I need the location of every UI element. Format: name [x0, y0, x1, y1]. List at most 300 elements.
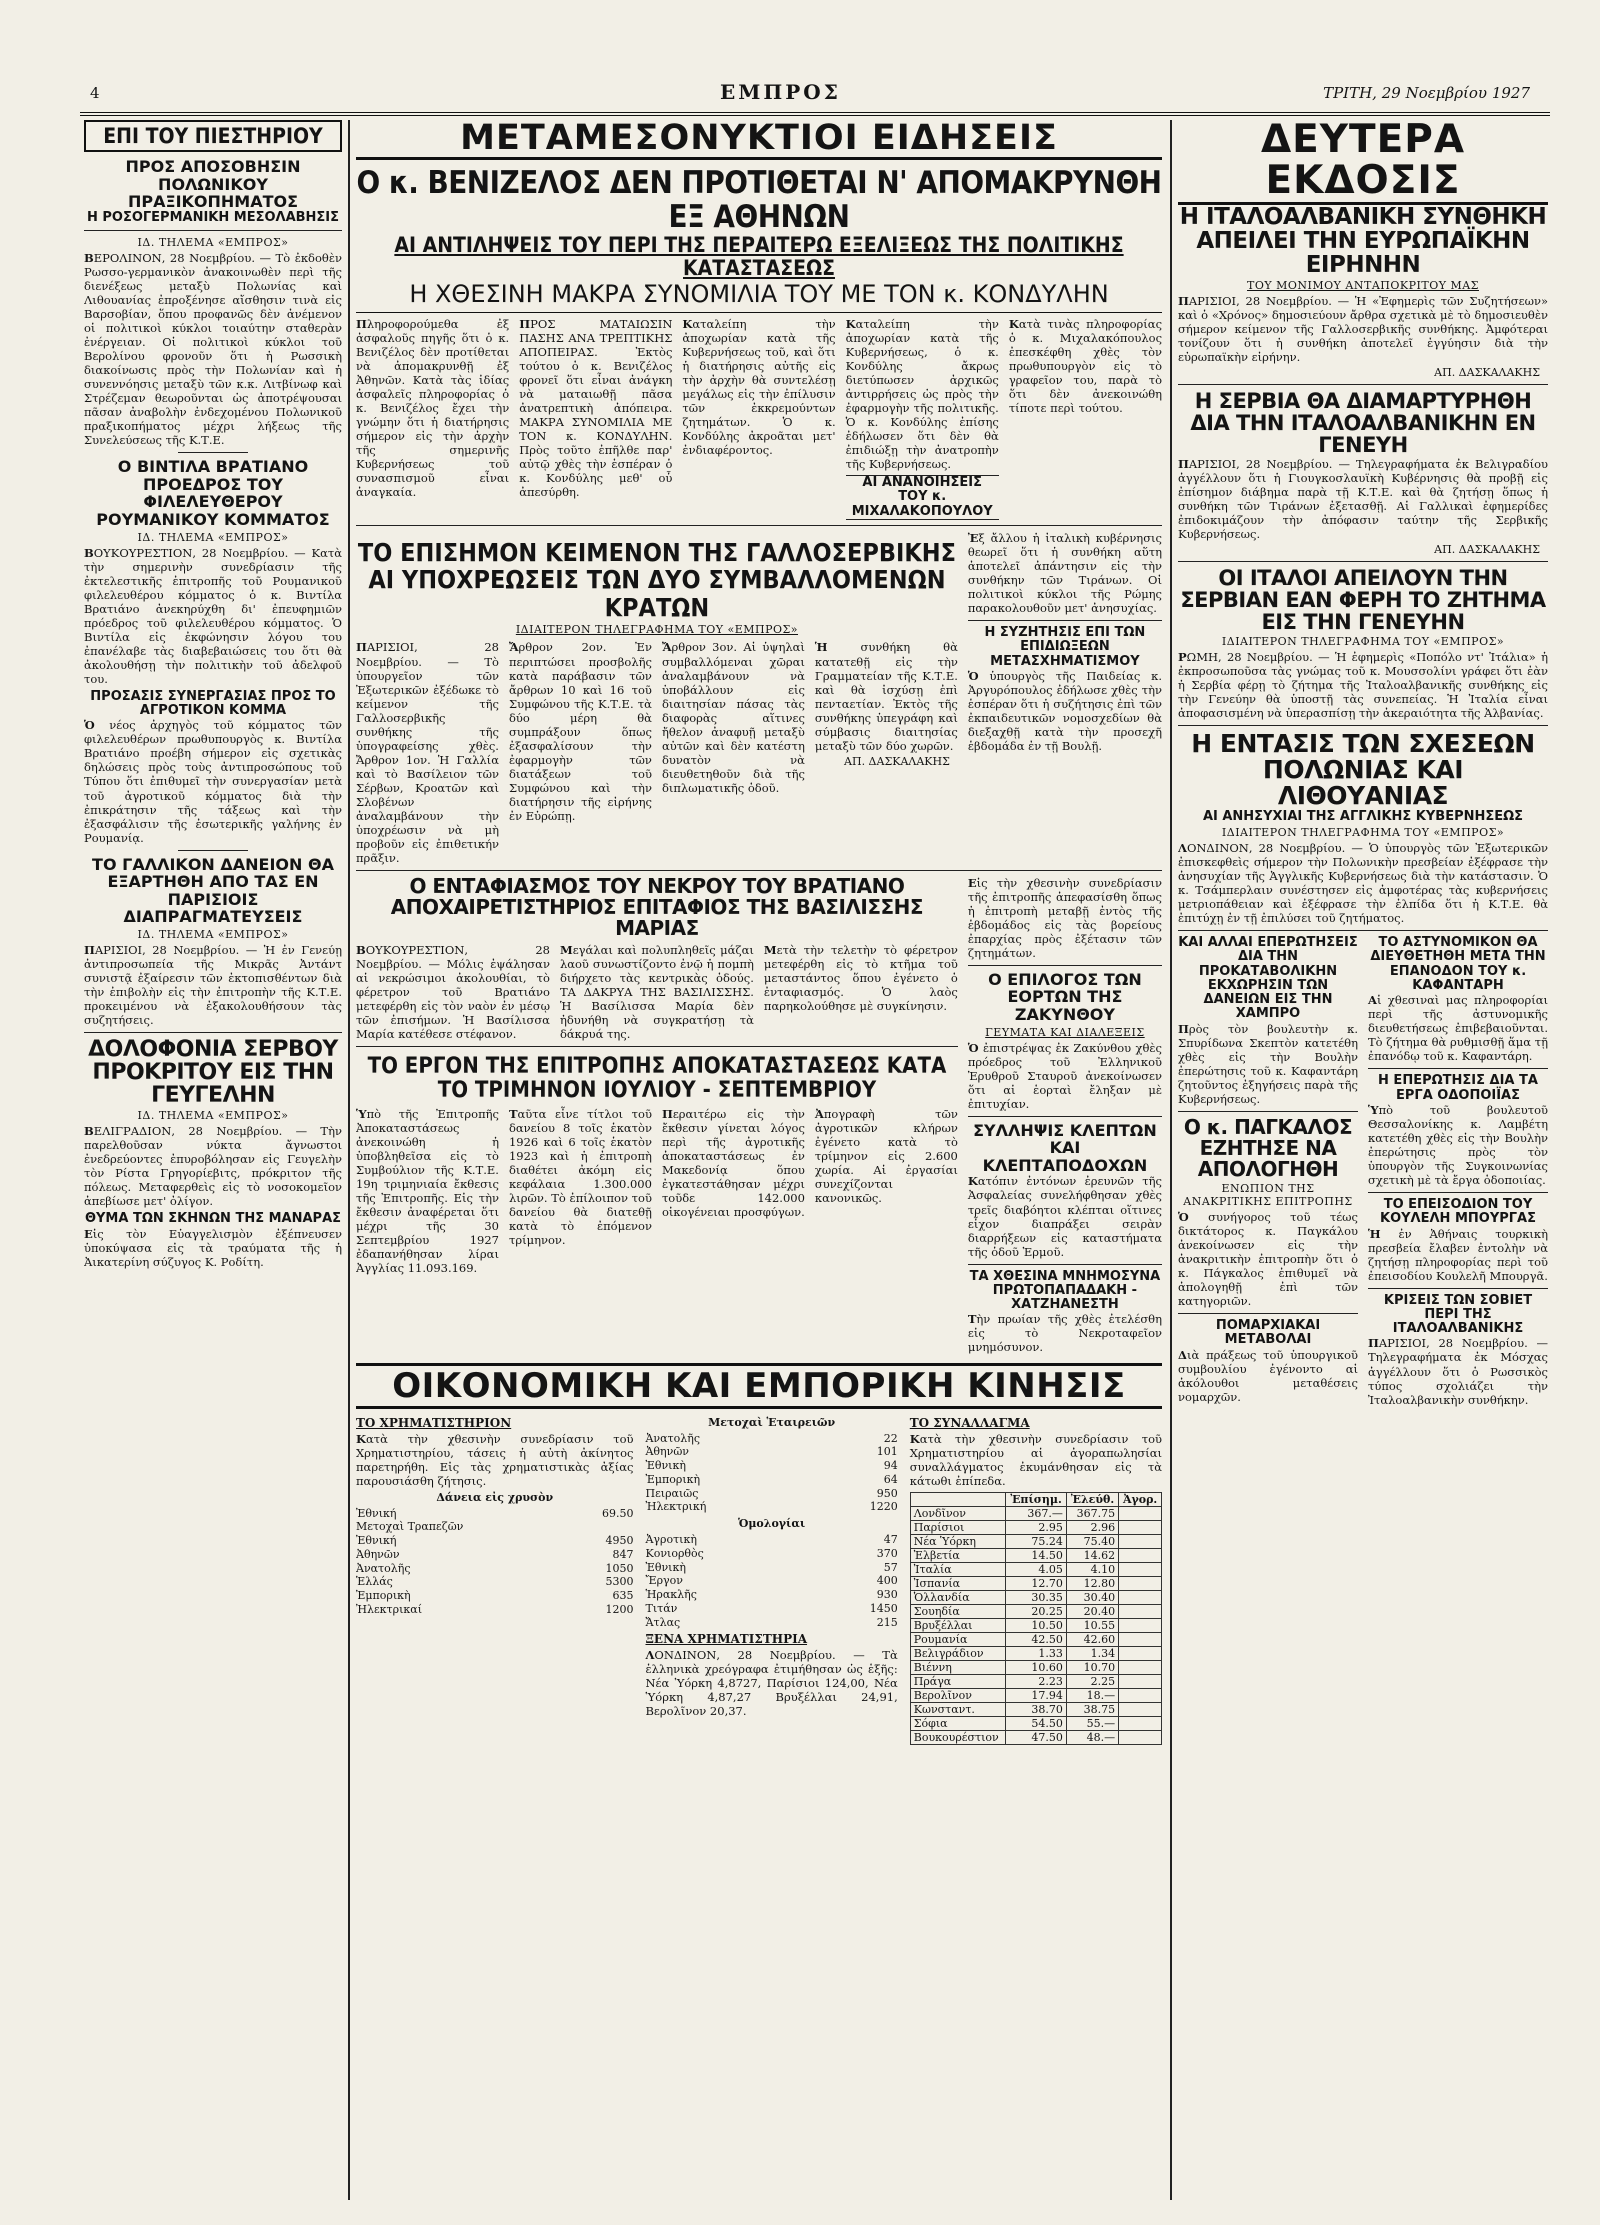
fx-cell: Παρίσιοι [910, 1520, 1005, 1534]
fx-cell [1119, 1702, 1162, 1716]
market-row [645, 1445, 897, 1459]
article-body: ΒΟΥΚΟΥΡΕΣΤΙΟΝ, 28 Νοεμβρίου. — Μόλις ἐψάλησαν αἱ νεκρώσιμοι ἀκολουθίαι, τὸ φέρετρον τοῦ Βρατιάνο μετεφέρθη εἰς τὸν ναὸν ἐν μέσῳ τῶν ἐπισήμων. Ἡ Βασίλισσα Μαρία κατέθεσε στέφανον. [356, 942, 550, 1041]
lower-row [356, 873, 1162, 1355]
market-row [645, 1561, 897, 1575]
divider [1178, 1313, 1358, 1314]
fx-cell [1119, 1590, 1162, 1604]
market-value: 950 [876, 1486, 898, 1500]
article-body: Καταλείπη τὴν ἀποχωρίαν κατὰ τῆς Κυβερνήσεως τοῦ, καὶ ὅτι ἡ διατήρησις αὐτῆς εἰς τὴν ἀρχὴν θὰ συντελέσῃ μεγάλως εἰς τὴν ἐπίλυσιν τῶν ἐκκρεμούντων ζητημάτων. Ὁ κ. Κονδύλης ἀκροᾶται μετ' ἐνδιαφέροντος. [682, 316, 836, 458]
article-headline: Η ΕΠΕΡΩΤΗΣΙΣ ΔΙΑ ΤΑ ΕΡΓΑ ΟΔΟΠΟΙΪΑΣ [1378, 1073, 1538, 1103]
article [84, 458, 342, 844]
fx-cell: Βρυξέλλαι [910, 1618, 1005, 1632]
wire-line: ΙΔΙΑΙΤΕΡΟΝ ΤΗΛΕΓΡΑΦΗΜΑ ΤΟΥ «ΕΜΠΡΟΣ» [515, 623, 799, 637]
article [356, 531, 958, 865]
divider [968, 965, 1162, 966]
market-value: 64 [883, 1472, 898, 1486]
wire-line: ΤΟΥ ΜΟΝΙΜΟΥ ΑΝΤΑΠΟΚΡΙΤΟΥ ΜΑΣ [1247, 279, 1479, 293]
fx-cell: Πράγα [910, 1674, 1005, 1688]
divider [968, 1264, 1162, 1265]
divider [84, 1032, 342, 1033]
wire-line: ΙΔ. ΤΗΛΕΜΑ «ΕΜΠΡΟΣ» [137, 927, 289, 941]
fx-cell: 38.70 [1006, 1702, 1067, 1716]
signature: ΑΠ. ΔΑΣΚΑΛΑΚΗΣ [844, 754, 950, 768]
article-body: ΠΑΡΙΣΙΟΙ, 28 Νοεμβρίου. — Τηλεγραφήματα ἐκ Μόσχας ἀγγέλλουν ὅτι ὁ Ρωσσικὸς τύπος σχολιάζει τὴν Ἰταλοαλβανικὴν συνθήκην. [1368, 1336, 1548, 1407]
fx-table [910, 1492, 1162, 1745]
article-headline: ΟΙ ΙΤΑΛΟΙ ΑΠΕΙΛΟΥΝ ΤΗΝ ΣΕΡΒΙΑΝ ΕΑΝ ΦΕΡΗ ΤΟ ΖΗΤΗΜΑ ΕΙΣ ΤΗΝ ΓΕΝΕΥΗΝ [1180, 565, 1546, 634]
article-subhead: Η ΡΟΣΟΓΕΡΜΑΝΙΚΗ ΜΕΣΟΛΑΒΗΣΙΣ [86, 209, 340, 225]
market-name: Ἐμπορικὴ [645, 1472, 701, 1486]
article-subhead: ΕΝΩΠΙΟΝ ΤΗΣ ΑΝΑΚΡΙΤΙΚΗΣ ΕΠΙΤΡΟΠΗΣ [1183, 1181, 1353, 1208]
article-columns [356, 943, 958, 1041]
fx-cell: Ρουμανία [910, 1632, 1005, 1646]
market-name: Ἐθνικὴ [645, 1560, 686, 1574]
article-body: ΠΑΡΙΣΙΟΙ, 28 Νοεμβρίου. — Ἡ ἐν Γενεύῃ ἀντιπροσωπεία τῆς Μικρᾶς Ἀντάντ συνιστᾷ ἐξαίρεσιν τῶν ἐκτοπισθέντων διὰ τὴν ἐπιβολὴν εἰς τὴν ἐπιτροπὴν τῆς Κ.Τ.Ε. προκειμένου νὰ ἐξακολουθήσουν τὰς συζητήσεις. [84, 942, 342, 1028]
market-value: 57 [883, 1560, 898, 1574]
divider [356, 525, 1162, 526]
column-rule [1170, 120, 1172, 2200]
fx-cell: 10.50 [1006, 1618, 1067, 1632]
fx-cell: Σόφια [910, 1716, 1005, 1730]
article-headline: ΚΡΙΣΕΙΣ ΤΩΝ ΣΟΒΙΕΤ ΠΕΡΙ ΤΗΣ ΙΤΑΛΟΑΛΒΑΝΙΚΗΣ [1383, 1292, 1533, 1337]
market-row [645, 1574, 897, 1588]
fx-cell: Λονδῖνον [910, 1506, 1005, 1520]
wire-line: ΙΔΙΑΙΤΕΡΟΝ ΤΗΛΕΓΡΑΦΗΜΑ ΤΟΥ «ΕΜΠΡΟΣ» [1221, 634, 1505, 648]
article-body: Κατὰ τινὰς πληροφορίας ὁ κ. Μιχαλακόπουλος ἐπεσκέφθη χθὲς τὸν πρωθυπουργὸν εἰς τὸ γραφεῖον του, παρὰ τὸ ὅτι δὲν ἀνεκοινώθη τίποτε περὶ τούτου. [1008, 316, 1162, 416]
signature: ΑΠ. ΔΑΣΚΑΛΑΚΗΣ [1434, 366, 1540, 380]
market-row [356, 1603, 633, 1617]
article-body: Ὑπὸ τῆς Ἐπιτροπῆς Ἀποκαταστάσεως ἀνεκοινώθη ἡ ὑποβληθεῖσα εἰς τὸ Συμβούλιον τῆς Κ.Τ.Ε. 19η τριμηνιαία ἔκθεσις τῆς Ἐπιτροπῆς. Εἰς τὴν ἔκθεσιν ἀναφέρεται ὅτι μέχρι τῆς 30 Σεπτεμβρίου 1927 ἐδαπανήθησαν λίραι Ἀγγλίας 11.093.169. [356, 1107, 499, 1276]
fx-cell [1119, 1646, 1162, 1660]
fx-cell: 12.70 [1006, 1576, 1067, 1590]
article-body: ΛΟΝΔΙΝΟΝ, 28 Νοεμβρίου. — Ὁ ὑπουργὸς τῶν Ἐξωτερικῶν ἐπισκεφθεὶς σήμερον τὴν Πολωνικὴν πρεσβείαν ἐξέφρασε τὴν ἀνησυχίαν τῆς Ἀγγλικῆς Κυβερνήσεως διὰ τὴν κατάστασιν. Ὁ κ. Τσάμπερλαιν συνέστησεν εἰς ἀμφοτέρας τὰς κυβερνήσεις μετριοπάθειαν καὶ ἐξέφρασε τὴν ἐλπίδα ὅτι ἡ Κ.Τ.Ε. θὰ ἐπιτύχῃ ἐν τῇ ἐπιλύσει τοῦ ζητήματος. [1178, 840, 1548, 925]
lead-subhead: Η ΧΘΕΣΙΝΗ ΜΑΚΡΑ ΣΥΝΟΜΙΛΙΑ ΤΟΥ ΜΕ ΤΟΝ κ. ΚΟΝΔΥΛΗΝ [356, 280, 1162, 313]
article-headline: ΔΟΛΟΦΟΝΙΑ ΣΕΡΒΟΥ ΠΡΟΚΡΙΤΟΥ ΕΙΣ ΤΗΝ ΓΕΥΓΕΛΗΝ [88, 1037, 338, 1109]
article [968, 531, 1162, 865]
market-value: 101 [876, 1445, 898, 1459]
fx-cell: 42.50 [1006, 1632, 1067, 1646]
article-headline: Η ΙΤΑΛΟΑΛΒΑΝΙΚΗ ΣΥΝΘΗΚΗ ΑΠΕΙΛΕΙ ΤΗΝ ΕΥΡΩΠΑΪΚΗΝ ΕΙΡΗΝΗΝ [1179, 203, 1547, 279]
fx-header-row [910, 1492, 1161, 1506]
fx-cell [1119, 1604, 1162, 1618]
foreign-bourses-text: ΛΟΝΔΙΝΟΝ, 28 Νοεμβρίου. — Τὰ ἑλληνικὰ χρεόγραφα ἐτιμήθησαν ὡς ἑξῆς: Νέα Ὑόρκη 4,8727, Παρίσιοι 124,00, Νέα Ὑόρκη 4,87,27 Βρυξέλλαι 24,91, Βερολῖνον 20,37. [645, 1648, 898, 1719]
article-headline: ΠΡΟΣ ΑΠΟΣΟΒΗΣΙΝ ΠΟΛΩΝΙΚΟΥ ΠΡΑΞΙΚΟΠΗΜΑΤΟΣ [125, 157, 301, 212]
column-rule [348, 120, 350, 2200]
fx-row [910, 1660, 1161, 1674]
wire-line: ΙΔ. ΤΗΛΕΜΑ «ΕΜΠΡΟΣ» [137, 530, 289, 544]
fx-row [910, 1702, 1161, 1716]
divider [1178, 1111, 1358, 1112]
wire-line: ΙΔΙΑΙΤΕΡΟΝ ΤΗΛΕΓΡΑΦΗΜΑ ΤΟΥ «ΕΜΠΡΟΣ» [1221, 825, 1505, 839]
article-headline: Ο ΕΝΤΑΦΙΑΣΜΟΣ ΤΟΥ ΝΕΚΡΟΥ ΤΟΥ ΒΡΑΤΙΑΝΟ ΑΠΟΧΑΙΡΕΤΙΣΤΗΡΙΟΣ ΕΠΙΤΑΦΙΟΣ ΤΗΣ ΒΑΣΙΛΙΣΣΗΣ ΜΑΡΙΑΣ [390, 873, 924, 940]
article-body: ΠΑΡΙΣΙΟΙ, 28 Νοεμβρίου. — Τὸ ὑπουργεῖον τῶν Ἐξωτερικῶν ἐξέδωκε τὸ κείμενον τῆς Γαλλοσερβικῆς συνθήκης τῆς ὑπογραφείσης χθὲς. Ἄρθρον 1ον. Ἡ Γαλλία καὶ τὸ Βασίλειον τῶν Σέρβων, Κροατῶν καὶ Σλοβένων ἀναλαμβάνουν τὴν ὑποχρέωσιν νὰ μὴ προβοῦν εἰς ἐπιθετικήν πρᾶξιν. [356, 640, 499, 865]
fx-cell: 30.35 [1006, 1590, 1067, 1604]
market-name: Ἐθνική [356, 1506, 397, 1520]
fx-cell: 10.55 [1066, 1618, 1118, 1632]
divider [178, 452, 248, 453]
article-headline: Ο ΕΠΙΛΟΓΟΣ ΤΩΝ ΕΟΡΤΩΝ ΤΗΣ ΖΑΚΥΝΘΟΥ [988, 969, 1142, 1025]
article-body: Ἡ συνθήκη θὰ κατατεθῇ εἰς τὴν Γραμματείαν τῆς Κ.Τ.Ε. καὶ θὰ ἰσχύσῃ ἐπὶ πενταετίαν. Ἐκτὸς τῆς συνθήκης ὑπεγράφη καὶ σύμβασις διαιτησίας μεταξὺ τῶν δύο χωρῶν. [814, 640, 958, 753]
fx-cell: 18.— [1066, 1688, 1118, 1702]
market-value: 22 [883, 1431, 898, 1445]
article [1178, 567, 1548, 720]
market-value: 1220 [869, 1500, 898, 1514]
market-value: 215 [876, 1615, 898, 1629]
divider [1368, 1068, 1548, 1069]
article-body: ΠΑΡΙΣΙΟΙ, 28 Νοεμβρίου. — Ἡ «Ἐφημερὶς τῶν Συζητήσεων» καὶ ὁ «Χρόνος» δημοσιεύουν ἄρθρα σχετικὰ μὲ τὸ δημοσιευθὲν σήμερον κείμενον τῆς Γαλλοσερβικῆς συνθήκης. Ἀμφότεραι τονίζουν ὅτι ἡ συνθήκη ἀποτελεῖ ἐγγύησιν διὰ τὴν εὐρωπαϊκὴν εἰρήνην. [1178, 294, 1548, 365]
fx-cell: 367.— [1006, 1506, 1067, 1520]
market-value: 94 [883, 1459, 898, 1472]
fx-cell: Βελιγράδιον [910, 1646, 1005, 1660]
article-headline: ΤΑ ΧΘΕΣΙΝΑ ΜΝΗΜΟΣΥΝΑ ΠΡΩΤΟΠΑΠΑΔΑΚΗ - ΧΑΤΖΗΑΝΕΣΤΗ [969, 1268, 1161, 1313]
cmd-title: Ὁμολογίαι [738, 1517, 806, 1530]
article-headline: Ο κ. ΠΑΓΚΑΛΟΣ ΕΖΗΤΗΣΕ ΝΑ ΑΠΟΛΟΓΗΘΗ [1183, 1114, 1353, 1181]
market-row [645, 1547, 897, 1561]
market-row [645, 1473, 897, 1487]
article-headline: ΣΥΛΛΗΨΙΣ ΚΛΕΠΤΩΝ ΚΑΙ ΚΛΕΠΤΑΠΟΔΟΧΩΝ [973, 1120, 1157, 1175]
wire-line: ΙΔ. ΤΗΛΕΜΑ «ΕΜΠΡΟΣ» [137, 236, 289, 250]
fx-cell [1119, 1688, 1162, 1702]
article-body: Εἰς τὸν Εὐαγγελισμὸν ἐξέπνευσεν ὑποκύψασα εἰς τὰ τραύματα τῆς ἡ Ἀικατερίνη σύζυγος Κ. Ροδίτη. [84, 1226, 342, 1269]
article [1178, 728, 1548, 925]
divider [1178, 930, 1548, 931]
market-name: Ἠλεκτρικαί [356, 1602, 423, 1616]
article-body: Κατόπιν ἐντόνων ἐρευνῶν τῆς Ἀσφαλείας συνελήφθησαν χθὲς τρεῖς διαβόητοι κλέπται οἵτινες εἶχον διαπράξει σειρὰν διαρρήξεων εἰς καταστήματα τῆς ὁδοῦ Ἑρμοῦ. [967, 1174, 1162, 1259]
split-row [1178, 936, 1548, 1407]
market-row [356, 1562, 633, 1576]
market-row [356, 1589, 633, 1603]
fx-cell: 30.40 [1066, 1590, 1118, 1604]
article-body: Ταῦτα εἶνε τίτλοι τοῦ δανείου 8 τοῖς ἑκατὸν 1926 καὶ 6 τοῖς ἑκατὸν 1923 καὶ ἡ ἐπιτροπὴ διαθέτει ἀκόμη εἰς κεφάλαια 1.300.000 λιρῶν. Τὸ ἐπίλοιπον τοῦ δανείου θὰ διατεθῇ κατὰ τὸ ἐπόμενον τρίμηνον. [508, 1107, 652, 1248]
fx-cell: Βουκουρέστιον [910, 1730, 1005, 1744]
fx-cell: 1.34 [1066, 1646, 1118, 1660]
bourse-block [356, 1413, 633, 1745]
right-stack [968, 876, 1162, 1355]
fx-row [910, 1562, 1161, 1576]
article-headline: ΚΑΙ ΑΛΛΑΙ ΕΠΕΡΩΤΗΣΕΙΣ ΔΙΑ ΤΗΝ ΠΡΟΚΑΤΑΒΟΛΙΚΗΝ ΕΚΧΩΡΗΣΙΝ ΤΩΝ ΔΑΝΕΙΩΝ ΕΙΣ ΤΗΝ ΧΑΜΠΡΟ [1178, 934, 1358, 1022]
article-body: ΒΕΡΟΛΙΝΟΝ, 28 Νοεμβρίου. — Τὸ ἐκδοθὲν Ρωσσο-γερμανικὸν ἀνακοινωθὲν περὶ τῆς διενέξεως μεταξὺ Πολωνίας καὶ Λιθουανίας ἐπροξένησε αἴσθησιν τινὰ εἰς Βαρσοβίαν, ὅπου προφανῶς δὲν ἀνέμενον οἱ πολιτικοὶ κύκλοι τοιαύτην σταθερὰν ἐνέργειαν. Οἱ πολιτικοὶ κύκλοι τοῦ Βερολίνου φρονοῦν ὅτι ἡ Ρωσσικὴ διακοίνωσις πρὸς τὴν Πολωνίαν καὶ ἡ συνεννόησις μεταξὺ τῶν κ.κ. Λιτβίνωφ καὶ Στρέζεμαν θεωροῦνται ὡς ἀποτρέψουσαι πᾶσαν ἀναβολὴν ἐνδεχομένου Πολωνικοῦ πραξικοπήματος μέχρι λήξεως τῆς Συνελεύσεως τῆς Κ.Τ.Ε. [84, 251, 342, 448]
article-body: ΒΟΥΚΟΥΡΕΣΤΙΟΝ, 28 Νοεμβρίου. — Κατὰ τὴν σημερινὴν συνεδρίασιν τῆς ἐκτελεστικῆς ἐπιτροπῆς τοῦ Ρουμανικοῦ φιλελευθέρου κόμματος ὁ κ. Βιντίλα Βρατιάνο ἀνεκηρύχθη δι' ἐπευφημιῶν πρόεδρος τοῦ φιλελευθέρου κόμματος. Ὁ Βιντίλα εἰς ἐκφώνησιν λόγου του ἐπανέλαβε τὰς διαβεβαιώσεις του ὅτι θὰ ἀκολουθήσῃ τὴν πολιτικὴν τοῦ ἀδελφοῦ του. [84, 545, 342, 686]
right-column [1178, 120, 1548, 1407]
market-value: 400 [876, 1574, 898, 1588]
market-name: Ἀθηνῶν [356, 1547, 400, 1561]
market-name: Ἠλεκτρική [645, 1500, 707, 1514]
market-name: Ἡρακλῆς [645, 1588, 697, 1601]
fx-cell: 48.— [1066, 1730, 1118, 1744]
article-headline: ΠΟΜΑΡΧΙΑΚΑΙ ΜΕΤΑΒΟΛΑΙ [1215, 1317, 1321, 1348]
article-body: Τὴν πρωίαν τῆς χθὲς ἐτελέσθη εἰς τὸ Νεκροταφεῖον μνημόσυνον. [967, 1312, 1162, 1355]
fx-cell [1119, 1506, 1162, 1520]
fx-cell: Ὁλλανδία [910, 1590, 1005, 1604]
market-value: 1200 [605, 1602, 634, 1616]
second-edition-kicker: ΔΕΥΤΕΡΑ ΕΚΔΟΣΙΣ [1178, 120, 1548, 205]
fx-row [910, 1590, 1161, 1604]
article-body: Ἄρθρον 2ον. Ἐν περιπτώσει προσβολῆς κατὰ παράβασιν τῶν ἄρθρων 10 καὶ 16 τοῦ Συμφώνου τῆς Κ.Τ.Ε. τὰ δύο μέρη θὰ συμπράξουν ὅπως ἐξασφαλίσουν τὴν ἐφαρμογὴν τῶν διατάξεων τοῦ Συμφώνου καὶ τὴν διατήρησιν τῆς εἰρήνης ἐν Εὐρώπῃ. [508, 640, 652, 823]
article-body: Ὑπὸ τοῦ βουλευτοῦ Θεσσαλονίκης κ. Λαμβέτη κατετέθη χθὲς εἰς τὴν Βουλὴν ἐπερώτησις πρὸς τὸν ὑπουργὸν τῆς Συγκοινωνίας σχετικὴ μὲ τὰ ἔργα ὁδοποιίας. [1368, 1102, 1548, 1187]
fx-row [910, 1534, 1161, 1548]
article-columns [356, 640, 958, 864]
shares-block [645, 1413, 897, 1745]
article-body: Πληροφορούμεθα ἐξ ἀσφαλοῦς πηγῆς ὅτι ὁ κ. Βενιζέλος δὲν προτίθεται νὰ ἀπομακρυνθῇ ἐξ Ἀθηνῶν. Κατὰ τὰς ἰδίας ἀσφαλεῖς πληροφορίας ὁ κ. Βενιζέλος ἔχει τὴν γνώμην ὅτι ἡ διατήρησις σήμερον εἰς τὴν ἀρχὴν τῆς σημερινῆς Κυβερνήσεως τοῦ συνασπισμοῦ εἶναι ἀναγκαία. [356, 316, 510, 500]
fx-cell: 47.50 [1006, 1730, 1067, 1744]
fx-cell [1119, 1576, 1162, 1590]
fx-cell: Νέα Ὑόρκη [910, 1534, 1005, 1548]
fx-row [910, 1618, 1161, 1632]
divider [1178, 725, 1548, 726]
market-name: Ἐμπορικὴ [356, 1589, 411, 1603]
fx-row [910, 1646, 1161, 1660]
market-value: 1050 [605, 1561, 634, 1575]
market-value: 1450 [869, 1601, 898, 1615]
article-body: Εἰς τὴν χθεσινὴν συνεδρίασιν τῆς ἐπιτροπῆς ἀπεφασίσθη ὅπως ἡ ἐπιτροπὴ μεταβῇ ἐντὸς τῆς ἑβδομάδος εἰς τὰς βορείους ἐπαρχίας πρὸς ἐξέτασιν τῶν ζητημάτων. [967, 875, 1162, 960]
article-body: Ἐξ ἄλλου ἡ ἰταλικὴ κυβέρνησις θεωρεῖ ὅτι ἡ συνθήκη αὕτη ἀποτελεῖ ἀπάντησιν εἰς τὴν συνθήκην τῶν Τιράνων. Οἱ πολιτικοὶ κύκλοι τῆς Ρώμης παρακολουθοῦν μετ' ἀνησυχίας. [967, 530, 1162, 616]
market-row [356, 1575, 633, 1589]
market-name: Πειραιῶς [645, 1486, 699, 1500]
fx-cell: 367.75 [1066, 1506, 1118, 1520]
article-body: ΡΩΜΗ, 28 Νοεμβρίου. — Ἡ ἐφημερὶς «Ποπόλο ντ' Ἰτάλια» ἡ ἐκπροσωποῦσα τὰς γνώμας τοῦ κ. Μουσσολίνι γράφει ὅτι ἐὰν ἡ Σερβία φέρῃ τὸ ζήτημα τῆς Ἰταλοαλβανικῆς συνθήκης εἰς τὴν Γενεύην θὰ ὑποστῇ τὰς συνεπείας. Ἡ Ἰταλία εἶναι ἀποφασισμένη νὰ ὑπερασπίσῃ τὴν ἀκεραιότητα τῆς Ἀλβανίας. [1178, 649, 1548, 720]
market-row [356, 1507, 633, 1521]
divider [84, 230, 342, 231]
fx-cell: 4.10 [1066, 1562, 1118, 1576]
article-body: ΠΑΡΙΣΙΟΙ, 28 Νοεμβρίου. — Τηλεγραφήματα ἐκ Βελιγραδίου ἀγγέλλουν ὅτι ἡ Γιουγκοσλαυϊκὴ Κυβέρνησις θὰ προβῇ εἰς ἐπίσημον διάβημα παρὰ τῇ Κ.Τ.Ε. καὶ θὰ ζητήσῃ ὅπως ἡ συνθήκη τῶν Τιράνων ἐξετασθῇ. Αἱ Γαλλικαὶ ἐφημερίδες ἐπιδοκιμάζουν τὴν ἀπόφασιν ταύτην τῆς Σερβικῆς Κυβερνήσεως. [1178, 456, 1548, 541]
fx-cell [1119, 1730, 1162, 1744]
fx-row [910, 1604, 1161, 1618]
market-value: 930 [876, 1588, 898, 1601]
divider [968, 620, 1162, 621]
fx-cell: Ἑλβετία [910, 1548, 1005, 1562]
fx-cell: 2.25 [1066, 1674, 1118, 1688]
article-body: Μεγάλαι καὶ πολυπληθεῖς μάζαι λαοῦ συνωστίζοντο ἐνῷ ἡ πομπὴ διήρχετο τὰς κεντρικὰς ὁδούς. ΤΑ ΔΑΚΡΥΑ ΤΗΣ ΒΑΣΙΛΙΣΣΗΣ. Ἡ Βασίλισσα Μαρία δὲν ἠδυνήθη νὰ συγκρατήσῃ τὰ δάκρυά της. [559, 942, 754, 1041]
fx-cell: 54.50 [1006, 1716, 1067, 1730]
article-subhead: ΠΡΟΣΑΣΙΣ ΣΥΝΕΡΓΑΣΙΑΣ ΠΡΟΣ ΤΟ ΑΓΡΟΤΙΚΟΝ ΚΟΜΜΑ [90, 688, 336, 719]
article [1178, 205, 1548, 380]
market-row [356, 1548, 633, 1562]
center-section [356, 120, 1162, 1745]
article-body: Ὁ συνήγορος τοῦ τέως δικτάτορος κ. Παγκάλου ἀνεκοίνωσεν εἰς τὴν ἀνακριτικὴν ἐπιτροπὴν ὅτι ὁ κ. Πάγκαλος ἐπιθυμεῖ νὰ ἀπολογηθῇ ἐπὶ τῶν κατηγοριῶν. [1178, 1209, 1358, 1308]
article-subhead: ΑΙ ΑΝΗΣΥΧΙΑΙ ΤΗΣ ΑΓΓΛΙΚΗΣ ΚΥΒΕΡΝΗΣΕΩΣ [1202, 808, 1524, 824]
article-body: Διὰ πράξεως τοῦ ὑπουργικοῦ συμβουλίου ἐγένοντο αἱ ἀκόλουθοι μεταθέσεις νομαρχῶν. [1178, 1347, 1358, 1404]
paper-name: ΕΜΠΡΟΣ [720, 80, 841, 104]
market-value: 370 [876, 1546, 898, 1560]
market-value: 5300 [605, 1575, 634, 1589]
article [356, 873, 958, 1355]
issue-date: ΤΡΙΤΗ, 29 Νοεμβρίου 1927 [1323, 84, 1530, 102]
article-headline: Η ΣΕΡΒΙΑ ΘΑ ΔΙΑΜΑΡΤΥΡΗΘΗ ΔΙΑ ΤΗΝ ΙΤΑΛΟΑΛΒΑΝΙΚΗΝ ΕΝ ΓΕΝΕΥΗ [1190, 389, 1536, 458]
fx-header-cell [910, 1492, 1005, 1506]
article-subhead: ΓΕΥΜΑΤΑ ΚΑΙ ΔΙΑΛΕΞΕΙΣ [985, 1025, 1145, 1039]
market-row [645, 1602, 897, 1616]
foreign-bourses-title: ΞΕΝΑ ΧΡΗΜΑΤΙΣΤΗΡΙΑ [645, 1632, 808, 1647]
market-name: Ἀνατολῆς [356, 1561, 411, 1575]
fx-cell: 2.23 [1006, 1674, 1067, 1688]
article-columns [356, 1107, 958, 1275]
market-value: 47 [883, 1533, 898, 1546]
fx-cell: Κωνσταντ. [910, 1702, 1005, 1716]
article-body: ΒΕΛΙΓΡΑΔΙΟΝ, 28 Νοεμβρίου. — Τὴν παρελθοῦσαν νύκτα ἄγνωστοι ἐνεδρεύοντες ἐπυροβόλησαν εἰς Γευγελὴν τὸν Ρίστα Γρηγορίεβιτς, πρόκριτον τῆς πόλεως. Μεταφερθεὶς εἰς τὸ νοσοκομεῖον ἀπεβίωσε μετ' ὀλίγον. [84, 1124, 342, 1209]
fx-cell: 2.95 [1006, 1520, 1067, 1534]
market-name: Ἀθηνῶν [645, 1445, 689, 1459]
article-subhead: ΘΥΜΑ ΤΩΝ ΣΚΗΝΩΝ ΤΗΣ ΜΑΝΑΡΑΣ [84, 1211, 342, 1227]
fx-cell [1119, 1674, 1162, 1688]
article-headline: ΤΟ ΕΠΙΣΗΜΟΝ ΚΕΙΜΕΝΟΝ ΤΗΣ ΓΑΛΛΟΣΕΡΒΙΚΗΣ ΑΙ ΥΠΟΧΡΕΩΣΕΙΣ ΤΩΝ ΔΥΟ ΣΥΜΒΑΛΛΟΜΕΝΩΝ ΚΡΑΤΩΝ [357, 537, 956, 622]
fx-cell: 10.60 [1006, 1660, 1067, 1674]
fx-cell: 38.75 [1066, 1702, 1118, 1716]
article [84, 158, 342, 447]
fx-cell: 55.— [1066, 1716, 1118, 1730]
fx-cell: 10.70 [1066, 1660, 1118, 1674]
fx-cell: 20.25 [1006, 1604, 1067, 1618]
divider [1178, 384, 1548, 385]
market-name: Ἄτλας [645, 1615, 681, 1629]
bonds-title: Δάνεια εἰς χρυσὸν [436, 1490, 554, 1504]
fx-header-cell: Ἐλεύθ. [1066, 1492, 1118, 1506]
market-row [645, 1432, 897, 1446]
bonds-list [356, 1507, 633, 1617]
divider [1368, 1288, 1548, 1289]
article [1178, 390, 1548, 555]
masthead [80, 80, 1550, 108]
fx-text: Κατὰ τὴν χθεσινὴν συνεδρίασιν τοῦ Χρηματιστηρίου αἱ ἀγοραπωλησίαι συναλλάγματος ἐκυμάνθησαν εἰς τὰ κάτωθι ἐπίπεδα. [909, 1431, 1162, 1488]
fx-cell: 12.80 [1066, 1576, 1118, 1590]
fx-row [910, 1632, 1161, 1646]
fx-cell [1119, 1660, 1162, 1674]
market-row [356, 1534, 633, 1548]
market-name: Κονιορθὸς [645, 1546, 704, 1560]
article-body: Μετὰ τὴν τελετὴν τὸ φέρετρον μετεφέρθη εἰς τὸ κτῆμα τοῦ μεταστάντος ὅπου ἐγένετο ὁ ἐνταφιασμός. Ὁ λαὸς παρηκολούθησε μὲ συγκίνησιν. [763, 942, 958, 1013]
fx-cell: Βερολῖνον [910, 1688, 1005, 1702]
market-row [645, 1533, 897, 1547]
fx-cell: 2.96 [1066, 1520, 1118, 1534]
article-headline: Η ΣΥΖΗΤΗΣΙΣ ΕΠΙ ΤΩΝ ΕΠΙΔΙΩΞΕΩΝ ΜΕΤΑΣΧΗΜΑΤΙΣΜΟΥ [984, 625, 1146, 669]
left-column [84, 120, 342, 1269]
bourse-text: Κατὰ τὴν χθεσινὴν συνεδρίασιν τοῦ Χρηματιστηρίου, τάσεις ἡ αὐτὴ ἀκίνητος παρετηρήθη. Εἰς τὰς χρηματιστικὰς ἀξίας παρουσιάσθη ζήτησις. [356, 1431, 634, 1488]
fx-row [910, 1548, 1161, 1562]
divider [356, 1046, 958, 1047]
fx-title: ΤΟ ΣΥΝΑΛΛΑΓΜΑ [909, 1415, 1030, 1430]
fx-row [910, 1674, 1161, 1688]
market-row [645, 1487, 897, 1501]
article-body: Περαιτέρω εἰς τὴν ἔκθεσιν γίνεται λόγος περὶ τῆς ἀγροτικῆς ἀποκαταστάσεως ἐν Μακεδονίᾳ ὅπου ἐγκατεστάθησαν μέχρι τοῦδε 142.000 οἰκογένειαι προσφύγων. [661, 1107, 805, 1220]
article-body: Αἱ χθεσιναὶ μας πληροφορίαι περὶ τῆς ἀστυνομικῆς διευθετήσεως ἐπιβεβαιοῦνται. Τὸ ζήτημα θὰ ρυθμισθῇ ἅμα τῇ ἐπανόδῳ τοῦ κ. Καφαντάρη. [1368, 993, 1548, 1064]
fx-row [910, 1688, 1161, 1702]
signature: ΑΠ. ΔΑΣΚΑΛΑΚΗΣ [1434, 542, 1540, 556]
fx-cell: 20.40 [1066, 1604, 1118, 1618]
market-name: Ἀνατολῆς [645, 1431, 700, 1445]
article-headline: ΤΟ ΑΣΤΥΝΟΜΙΚΟΝ ΘΑ ΔΙΕΥΘΕΤΗΘΗ ΜΕΤΑ ΤΗΝ ΕΠΑΝΟΔΟΝ ΤΟΥ κ. ΚΑΦΑΝΤΑΡΗ [1370, 934, 1546, 993]
divider [1178, 561, 1548, 562]
market-value: 635 [612, 1589, 634, 1603]
fx-cell: Σουηδία [910, 1604, 1005, 1618]
fx-cell [1119, 1618, 1162, 1632]
fx-cell: 75.24 [1006, 1534, 1067, 1548]
divider [178, 850, 248, 851]
fx-cell: Ἰταλία [910, 1562, 1005, 1576]
shares-list [645, 1432, 897, 1515]
fx-cell [1119, 1632, 1162, 1646]
fx-row [910, 1506, 1161, 1520]
market-name: Ἑλλάς [356, 1575, 393, 1589]
article-body: Ὁ ἐπιστρέψας ἐκ Ζακύνθου χθὲς πρόεδρος τοῦ Ἐλληνικοῦ Ἐρυθροῦ Σταυροῦ ἀνεκοίνωσεν ὅτι αἱ ἑορταὶ ἔληξαν μὲ ἐπιτυχίαν. [967, 1040, 1162, 1111]
article [84, 1038, 342, 1269]
lead-body [356, 317, 1162, 520]
bourse-title: ΤΟ ΧΡΗΜΑΤΙΣΤΗΡΙΟΝ [356, 1415, 512, 1430]
market-row [645, 1500, 897, 1514]
fx-cell: 42.60 [1066, 1632, 1118, 1646]
article-headline: ΤΟ ΕΡΓΟΝ ΤΗΣ ΕΠΙΤΡΟΠΗΣ ΑΠΟΚΑΤΑΣΤΑΣΕΩΣ ΚΑΤΑ ΤΟ ΤΡΙΜΗΝΟΝ ΙΟΥΛΙΟΥ - ΣΕΠΤΕΜΒΡΙΟΥ [367, 1053, 947, 1104]
late-news-banner: ΜΕΤΑΜΕΣΟΝΥΚΤΙΟΙ ΕΙΔΗΣΕΙΣ [356, 120, 1162, 160]
article-headline: ΤΟ ΕΠΕΙΣΟΔΙΟΝ ΤΟΥ ΚΟΥΛΕΛΗ ΜΠΟΥΡΓΑΣ [1380, 1196, 1536, 1227]
divider [356, 870, 1162, 871]
middle-row [356, 531, 1162, 865]
market-value: 847 [612, 1547, 634, 1561]
article-body: Ὁ νέος ἀρχηγὸς τοῦ κόμματος τῶν φιλελευθέρων πρωθυπουργὸς κ. Βιντίλα Βρατιάνο προέβη σήμερον εἰς σχετικὰς δηλώσεις πρὸς τοὺς ἀντιπροσώπους τοῦ Τύπου ὅτι ἐπιθυμεῖ τὴν συνεργασίαν μετὰ τοῦ ἀγροτικοῦ κόμματος διὰ τὴν ἐπικράτησιν τῆς τάξεως καὶ τὴν ἐξασφάλισιν τῆς ἐσωτερικῆς γαλήνης ἐν Ρουμανίᾳ. [84, 718, 342, 845]
article [84, 856, 342, 1027]
article-headline: Η ΕΝΤΑΣΙΣ ΤΩΝ ΣΧΕΣΕΩΝ ΠΟΛΩΝΙΑΣ ΚΑΙ ΛΙΘΟΥΑΝΙΑΣ [1191, 728, 1535, 811]
econ-section [356, 1413, 1162, 1745]
article-body: Πρὸς τὸν βουλευτὴν κ. Σπυρίδωνα Σκεπτὸν κατετέθη χθὲς εἰς τὴν Βουλὴν ἐπερώτησις τοῦ κ. Καφαντάρη ζητοῦντος ἐξηγήσεις παρὰ τῆς Κυβερνήσεως. [1178, 1021, 1358, 1106]
fx-cell: 14.50 [1006, 1548, 1067, 1562]
cmd-list [645, 1533, 897, 1629]
fx-cell: 17.94 [1006, 1688, 1067, 1702]
market-name: Ἐθνικὴ [645, 1459, 686, 1472]
article-headline: ΤΟ ΓΑΛΛΙΚΟΝ ΔΑΝΕΙΟΝ ΘΑ ΕΞΑΡΤΗΘΗ ΑΠΟ ΤΑΣ ΕΝ ΠΑΡΙΣΙΟΙΣ ΔΙΑΠΡΑΓΜΑΤΕΥΣΕΙΣ [92, 854, 334, 927]
press-kicker: ΕΠΙ ΤΟΥ ΠΙΕΣΤΗΡΙΟΥ [84, 120, 342, 152]
fx-row [910, 1730, 1161, 1744]
market-row [645, 1616, 897, 1630]
market-name: Τιτάν [645, 1601, 678, 1615]
article-headline: Ο ΒΙΝΤΙΛΑ ΒΡΑΤΙΑΝΟ ΠΡΟΕΔΡΟΣ ΤΟΥ ΦΙΛΕΛΕΥΘΕΡΟΥ ΡΟΥΜΑΝΙΚΟΥ ΚΟΜΜΑΤΟΣ [96, 457, 330, 530]
market-value: 69.50 [601, 1506, 634, 1520]
fx-cell [1119, 1562, 1162, 1576]
article-body: Ἀπογραφὴ τῶν ἀγροτικῶν κλήρων ἐγένετο κατὰ τὸ τρίμηνον εἰς 2.600 χωρία. Αἱ ἐργασίαι συνεχίζονται κανονικῶς. [814, 1107, 958, 1206]
fx-cell: Ἰσπανία [910, 1576, 1005, 1590]
fx-cell: 14.62 [1066, 1548, 1118, 1562]
fx-cell: Βιέννη [910, 1660, 1005, 1674]
fx-block [910, 1413, 1162, 1745]
divider [1368, 1192, 1548, 1193]
lead-subhead: ΑΙ ΑΝΤΙΛΗΨΕΙΣ ΤΟΥ ΠΕΡΙ ΤΗΣ ΠΕΡΑΙΤΕΡΩ ΕΞΕΛΙΞΕΩΣ ΤΗΣ ΠΟΛΙΤΙΚΗΣ ΚΑΤΑΣΤΑΣΕΩΣ [394, 232, 1124, 281]
fx-row [910, 1716, 1161, 1730]
fx-cell [1119, 1548, 1162, 1562]
econ-heading: ΟΙΚΟΝΟΜΙΚΗ ΚΑΙ ΕΜΠΟΡΙΚΗ ΚΙΝΗΣΙΣ [356, 1363, 1162, 1409]
fx-cell: 1.33 [1006, 1646, 1067, 1660]
fx-header-cell: Ἀγορ. [1119, 1492, 1162, 1506]
article-body: Καταλείπη τὴν ἀποχωρίαν κατὰ τῆς Κυβερνήσεως, ὁ κ. Κονδύλης ἄκρως διετύπωσεν ἀρχικῶς ἀντιρρήσεις ὡς πρὸς τὴν ἐφαρμογὴν τῆς πολιτικῆς. Ὁ κ. Κονδύλης ἐπίσης ἐδήλωσεν ὅτι δὲν θὰ ἐπιδιώξῃ τὴν ἀνατροπὴν τῆς Κυβερνήσεως. [845, 316, 999, 472]
fx-header-cell: Ἐπίσημ. [1006, 1492, 1067, 1506]
fx-cell: 4.05 [1006, 1562, 1067, 1576]
market-row [645, 1459, 897, 1473]
market-value: 4950 [605, 1534, 634, 1548]
wire-line: ΙΔ. ΤΗΛΕΜΑ «ΕΜΠΡΟΣ» [137, 1109, 289, 1123]
market-name: Μετοχαὶ Τραπεζῶν [356, 1520, 464, 1534]
lead-headline: Ο κ. ΒΕΝΙΖΕΛΟΣ ΔΕΝ ΠΡΟΤΙΘΕΤΑΙ Ν' ΑΠΟΜΑΚΡΥΝΘΗ ΕΞ ΑΘΗΝΩΝ [356, 164, 1162, 235]
fx-cell: 75.40 [1066, 1534, 1118, 1548]
market-name: Ἐθνική [356, 1534, 397, 1548]
divider [968, 1116, 1162, 1117]
market-name: Ἀγροτικὴ [645, 1533, 697, 1546]
masthead-rule [80, 112, 1550, 116]
article-body: Ἡ ἐν Ἀθήναις τουρκικὴ πρεσβεία ἔλαβεν ἐντολὴν νὰ ζητήσῃ πληροφορίας περὶ τοῦ ἐπεισοδίου Κουλελῆ Μπουργᾶ. [1368, 1226, 1548, 1283]
market-name: Ἔργον [645, 1574, 683, 1588]
fx-row [910, 1520, 1161, 1534]
article-body: Ὁ ὑπουργὸς τῆς Παιδείας κ. Ἀργυρόπουλος ἐδήλωσε χθὲς τὴν ἑσπέραν ὅτι ἡ συζήτησις ἐπὶ τῶν ἐκπαιδευτικῶν νομοσχεδίων θὰ διεξαχθῇ κατὰ τὴν προσεχῆ ἑβδομάδα ἐν τῇ Βουλῇ. [967, 668, 1162, 754]
page-number: 4 [90, 84, 100, 102]
fx-row [910, 1576, 1161, 1590]
article-body: Ἄρθρον 3ον. Αἱ ὑψηλαὶ συμβαλλόμεναι χῶραι ἀναλαμβάνουν νὰ ὑποβάλλουν εἰς διαιτησίαν πάσας τὰς διαφορὰς αἵτινες ἤθελον ἀναφυῇ μεταξὺ αὐτῶν καὶ δὲν κατέστη δυνατὸν νὰ διευθετηθοῦν διὰ τῆς διπλωματικῆς ὁδοῦ. [661, 640, 805, 795]
article-subhead: ΑΙ ΑΝΑΝΟΙΗΣΕΙΣ ΤΟΥ κ. ΜΙΧΑΛΑΚΟΠΟΥΛΟΥ [846, 475, 999, 520]
market-row [356, 1520, 633, 1534]
fx-cell [1119, 1716, 1162, 1730]
shares-title: Μετοχαὶ Ἑταιρειῶν [708, 1415, 836, 1429]
